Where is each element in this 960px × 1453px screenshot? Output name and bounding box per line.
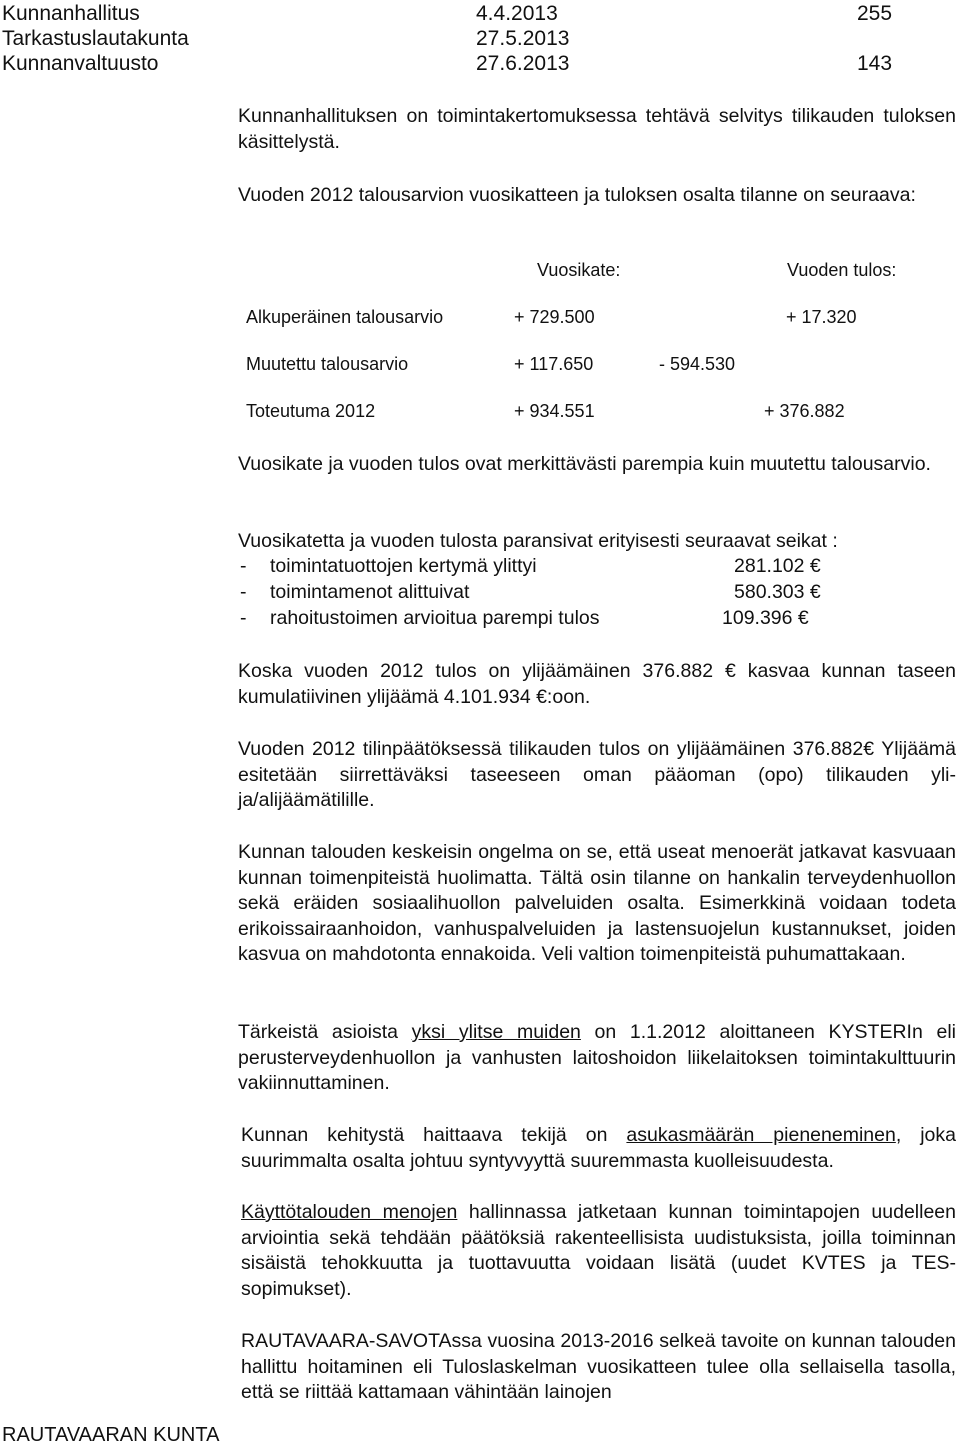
- list-item-marker: -: [240, 581, 247, 603]
- table-row-vuosikate: + 117.650: [514, 354, 594, 374]
- paragraph-kysteri-post: on 1.1.2012 aloittaneen KYSTERIn eli perusterveydenhuollon ja vanhusten laitoshoidon liikelaitoksen toimintakulttuurin vakiinnuttaminen.: [238, 1021, 956, 1094]
- table-row-tulos: + 376.882: [764, 401, 845, 421]
- emphasis-underline: Käyttötalouden menojen: [241, 1201, 458, 1223]
- header-body-2: Tarkastuslautakunta: [2, 27, 189, 50]
- list-item-text: toimintatuottojen kertymä ylittyi: [270, 555, 537, 577]
- header-date-2: 27.5.2013: [476, 27, 570, 50]
- table-row-tulos: + 17.320: [786, 307, 857, 327]
- table-header-vuoden-tulos: Vuoden tulos:: [787, 260, 897, 280]
- list-item-value: 281.102 €: [734, 555, 821, 577]
- header-body-3: Kunnanvaltuusto: [2, 52, 159, 75]
- table-row-tulos: - 594.530: [659, 354, 736, 374]
- header-date-3: 27.6.2013: [476, 52, 570, 75]
- paragraph-population-pre: Kunnan kehitystä haittaava tekijä on: [241, 1124, 627, 1146]
- emphasis-underline: yksi ylitse muiden: [411, 1021, 581, 1043]
- list-item-value: 109.396 €: [722, 607, 809, 629]
- table-row-vuosikate: + 934.551: [514, 401, 595, 421]
- paragraph-kysteri: [238, 1020, 956, 1097]
- table-header-vuosikate: Vuosikate:: [537, 260, 621, 280]
- paragraph-cumulative-surplus: Koska vuoden 2012 tulos on ylijäämäinen 376.882 € kasvaa kunnan taseen kumulatiivinen ylijäämä 4.101.934 €:oon.: [238, 660, 956, 708]
- table-row-label: Alkuperäinen talousarvio: [246, 307, 444, 327]
- paragraph-population: [241, 1123, 956, 1174]
- paragraph-situation: Vuoden 2012 talousarvion vuosikatteen ja tuloksen osalta tilanne on seuraava:: [238, 184, 916, 206]
- header-number-3: 143: [857, 52, 893, 75]
- paragraph-main-problem: Kunnan talouden keskeisin ongelma on se, että useat menoerät jatkavat kasvuaan kunnan toimenpiteistä huolimatta. Tältä osin tilanne on hankalin terveydenhuollon sekä eräiden sosiaalihuollon palveluiden osalta. Esimerkkinä voidaan todeta erikoissairaanhoidon, vanhuspalveluiden ja lastensuojelun kustannukset, joiden kasvua on mahdotonta ennakoida. Veli valtion toimenpiteistä puhumattakaan.: [238, 841, 956, 965]
- paragraph-operating-costs: [241, 1200, 956, 1302]
- header-number-1: 255: [857, 2, 893, 25]
- table-row-label: Muutettu talousarvio: [246, 354, 409, 374]
- table-row-vuosikate: + 729.500: [514, 307, 595, 327]
- list-item-value: 580.303 €: [734, 581, 821, 603]
- table-row-label: Toteutuma 2012: [246, 401, 376, 421]
- list-item-marker: -: [240, 555, 247, 577]
- paragraph-factors-intro: Vuosikatetta ja vuoden tulosta paransivat erityisesti seuraavat seikat :: [238, 530, 838, 552]
- list-item-text: toimintamenot alittuivat: [270, 581, 470, 603]
- footer-organization: RAUTAVAARAN KUNTA: [2, 1424, 220, 1446]
- paragraph-population-post: , joka suurimmalta osalta johtuu syntyvyyttä suuremmasta kuolleisuudesta.: [241, 1124, 956, 1172]
- emphasis-underline: asukasmäärän pieneneminen: [626, 1124, 896, 1146]
- header-body-1: Kunnanhallitus: [2, 2, 140, 25]
- paragraph-comparison: Vuosikate ja vuoden tulos ovat merkittävästi parempia kuin muutettu talousarvio.: [238, 453, 931, 475]
- header-date-1: 4.4.2013: [476, 2, 558, 25]
- paragraph-kysteri-pre: Tärkeistä asioista: [238, 1021, 412, 1043]
- paragraph-intro: Kunnanhallituksen on toimintakertomuksessa tehtävä selvitys tilikauden tuloksen käsittelystä.: [238, 105, 956, 153]
- paragraph-operating-costs-post: hallinnassa jatketaan kunnan toimintapojen uudelleen arviointia sekä tehdään päätöksiä rakenteellisista uudistuksista, joilla toiminnan sisäistä tehokkuutta ja tuottavuutta voidaan lisätä (uudet KVTES ja TES-sopimukset).: [241, 1201, 956, 1300]
- paragraph-savotta: RAUTAVAARA-SAVOTAssa vuosina 2013-2016 selkeä tavoite on kunnan talouden hallittu hoitaminen eli Tuloslaskelman vuosikatteen tulee olla sellaisella tasolla, että se riittää kattamaan vähintään lainojen: [241, 1330, 956, 1403]
- list-item-marker: -: [240, 607, 247, 629]
- list-item-text: rahoitustoimen arvioitua parempi tulos: [270, 607, 600, 629]
- paragraph-financial-statement: Vuoden 2012 tilinpäätöksessä tilikauden tulos on ylijäämäinen 376.882€ Ylijäämä esitetään siirrettäväksi taseeseen oman pääoman (opo) tilikauden yli- ja/alijäämätilille.: [238, 738, 956, 811]
